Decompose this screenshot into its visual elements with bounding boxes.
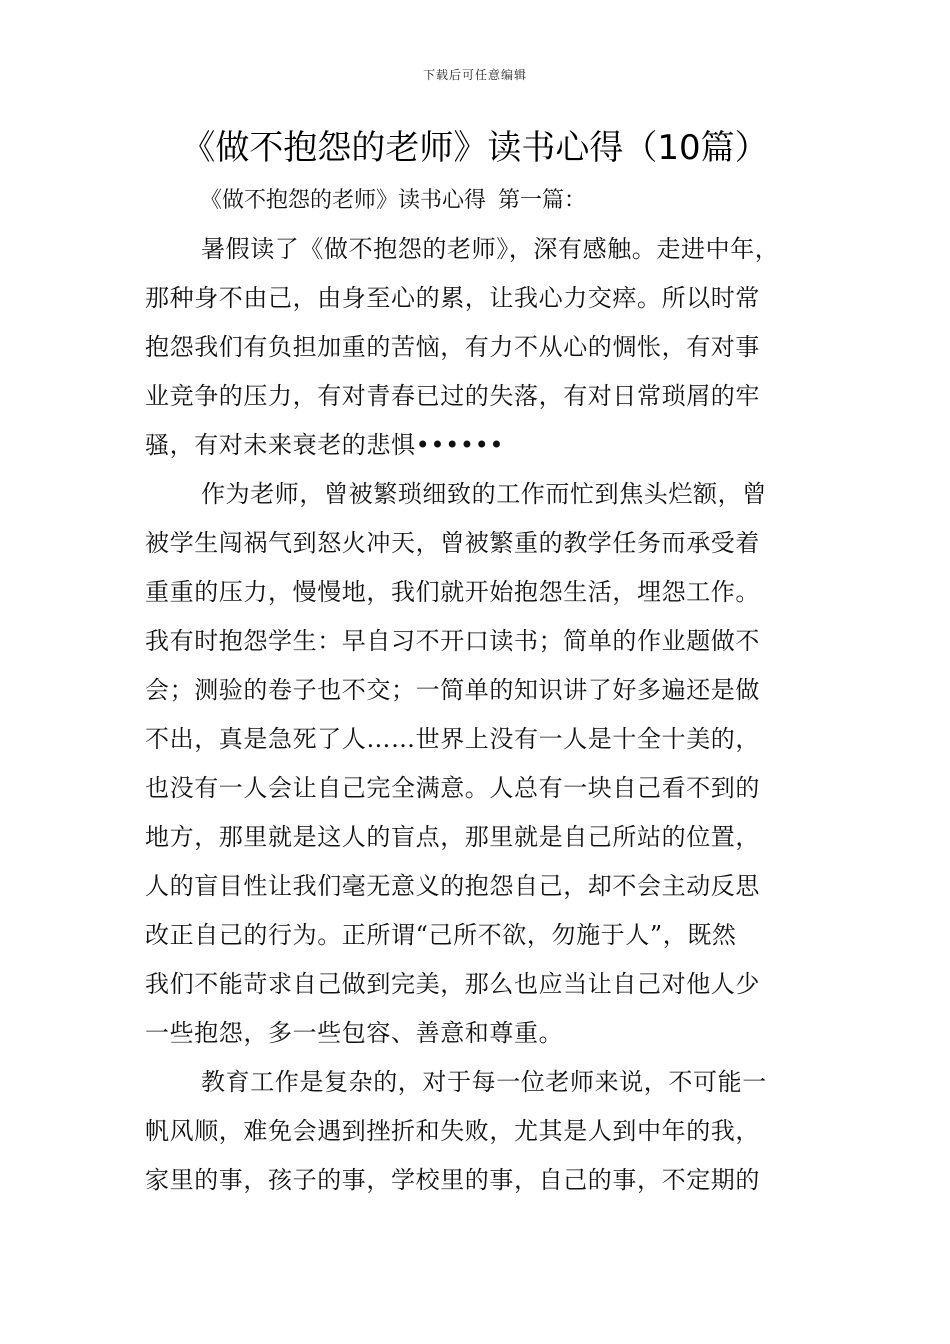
text-line: 改正自己的行为。正所谓“己所不欲，勿施于人”，既然 xyxy=(145,921,737,949)
text-line: 帆风顺，难免会遇到挫折和失败，尤其是人到中年的我， xyxy=(145,1117,760,1145)
text-line: 骚，有对未来衰老的悲惧•••••• xyxy=(145,431,505,459)
text-line: 不出，真是急死了人……世界上没有一人是十全十美的， xyxy=(145,725,760,753)
section-number: 第一篇： xyxy=(498,188,587,213)
text-line: 我有时抱怨学生：早自习不开口读书；简单的作业题做不 xyxy=(145,627,760,655)
text-line: 也没有一人会让自己完全满意。人总有一块自己看不到的 xyxy=(145,774,760,802)
text-line: 作为老师，曾被繁琐细致的工作而忙到焦头烂额，曾 xyxy=(201,480,767,508)
paragraph-2 xyxy=(145,474,825,1062)
section-heading xyxy=(200,183,586,219)
text-line: 业竞争的压力，有对青春已过的失落，有对日常琐屑的牢 xyxy=(145,382,760,410)
text-line: 教育工作是复杂的，对于每一位老师来说，不可能一 xyxy=(201,1068,767,1096)
paragraph-3 xyxy=(145,1062,825,1209)
text-line: 一些抱怨，多一些包容、善意和尊重。 xyxy=(145,1019,564,1047)
text-line: 家里的事，孩子的事，学校里的事，自己的事，不定期的 xyxy=(145,1166,760,1194)
paragraph-1 xyxy=(145,229,825,474)
text-line: 重重的压力，慢慢地，我们就开始抱怨生活，埋怨工作。 xyxy=(145,578,760,606)
section-book-title: 《做不抱怨的老师》读书心得 xyxy=(200,188,487,213)
text-line: 暑假读了《做不抱怨的老师》，深有感触。走进中年， xyxy=(201,235,780,263)
text-line: 抱怨我们有负担加重的苦恼，有力不从心的惆怅，有对事 xyxy=(145,333,760,361)
document-body xyxy=(145,229,825,1209)
document-title: 《做不抱怨的老师》读书心得（10篇） xyxy=(181,128,769,168)
text-line: 会；测验的卷子也不交；一简单的知识讲了好多遍还是做 xyxy=(145,676,760,704)
text-line: 地方，那里就是这人的盲点，那里就是自己所站的位置， xyxy=(145,823,760,851)
text-line: 人的盲目性让我们毫无意义的抱怨自己，却不会主动反思 xyxy=(145,872,760,900)
text-line: 被学生闯祸气到怒火冲天，曾被繁重的教学任务而承受着 xyxy=(145,529,760,557)
text-line: 那种身不由己，由身至心的累，让我心力交瘁。所以时常 xyxy=(145,284,760,312)
header-note: 下载后可任意编辑 xyxy=(422,68,527,82)
text-line: 我们不能苛求自己做到完美，那么也应当让自己对他人少 xyxy=(145,970,760,998)
